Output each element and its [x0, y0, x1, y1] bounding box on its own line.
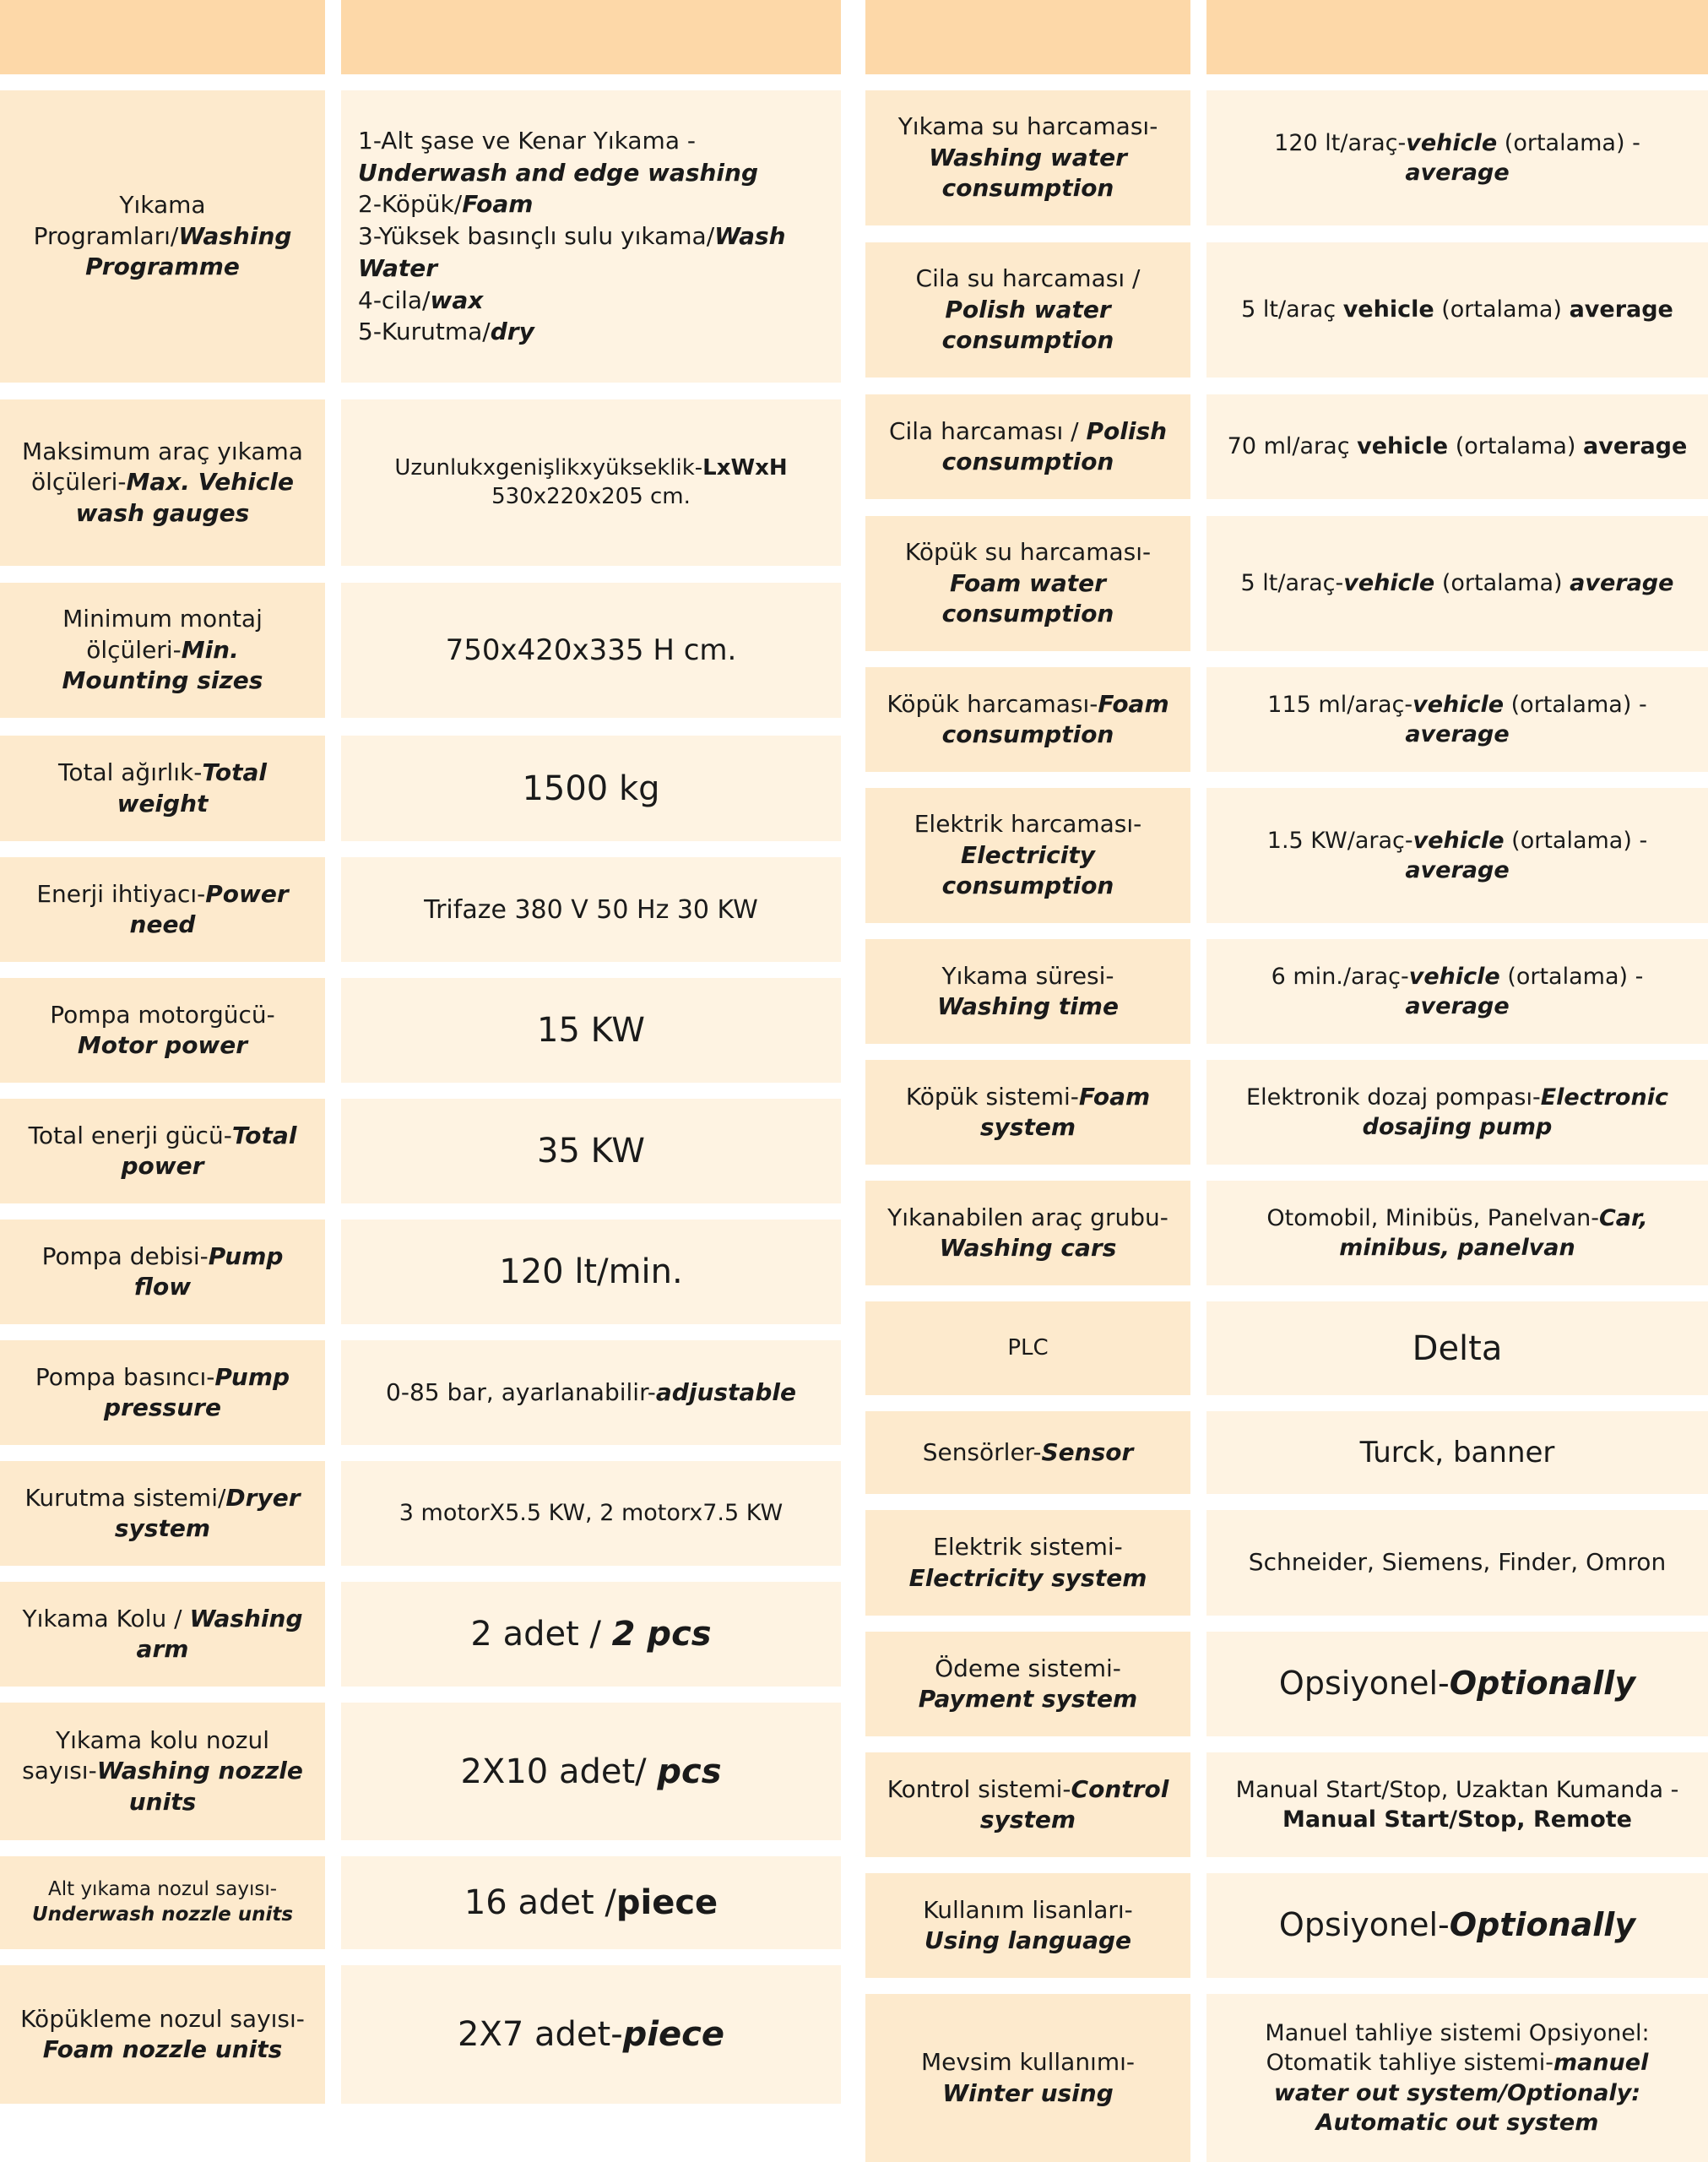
left-label-pump-flow: Pompa debisi-Pump flow: [0, 1220, 325, 1324]
right-value-foam-water: 5 lt/araç-vehicle (ortalama) average: [1206, 516, 1708, 651]
left-label-underwash-nozzle-units: Alt yıkama nozul sayısı- Underwash nozzle units: [0, 1856, 325, 1949]
right-value-using-language: Opsiyonel-Optionally: [1206, 1873, 1708, 1978]
right-value-washing-water: 120 lt/araç-vehicle (ortalama) - average: [1206, 90, 1708, 225]
left-label-max-wash-gauges: Maksimum araç yıkama ölçüleri-Max. Vehicle wash gauges: [0, 399, 325, 566]
left-label-total-weight: Total ağırlık-Total weight: [0, 736, 325, 841]
left-label-power-need: Enerji ihtiyacı-Power need: [0, 857, 325, 962]
right-label-foam-consumption: Köpük harcaması-Foam consumption: [865, 667, 1190, 772]
header-strip-3: [865, 0, 1190, 74]
header-strip-1: [0, 0, 325, 74]
right-label-electricity-system: Elektrik sistemi- Electricity system: [865, 1510, 1190, 1616]
right-value-polish-water: 5 lt/araç vehicle (ortalama) average: [1206, 242, 1708, 378]
left-value-pump-flow: 120 lt/min.: [341, 1220, 841, 1324]
right-label-plc: PLC: [865, 1301, 1190, 1395]
left-value-total-weight: 1500 kg: [341, 736, 841, 841]
right-value-electricity-system: Schneider, Siemens, Finder, Omron: [1206, 1510, 1708, 1616]
right-label-polish-water: Cila su harcaması / Polish water consumption: [865, 242, 1190, 378]
right-value-sensor: Turck, banner: [1206, 1411, 1708, 1494]
left-label-min-mounting: Minimum montaj ölçüleri-Min. Mounting sizes: [0, 583, 325, 718]
header-strip-2: [341, 0, 841, 74]
left-value-washing-nozzle-units: 2X10 adet/ pcs: [341, 1703, 841, 1840]
left-value-pump-pressure: 0-85 bar, ayarlanabilir-adjustable: [341, 1340, 841, 1445]
right-value-control-system: Manual Start/Stop, Uzaktan Kumanda - Manual Start/Stop, Remote: [1206, 1752, 1708, 1857]
left-value-motor-power: 15 KW: [341, 978, 841, 1083]
right-value-payment-system: Opsiyonel-Optionally: [1206, 1632, 1708, 1736]
left-value-foam-nozzle-units: 2X7 adet-piece: [341, 1965, 841, 2104]
right-label-washing-time: Yıkama süresi-Washing time: [865, 939, 1190, 1044]
right-label-using-language: Kullanım lisanları- Using language: [865, 1873, 1190, 1978]
right-label-washing-cars: Yıkanabilen araç grubu-Washing cars: [865, 1181, 1190, 1285]
right-label-control-system: Kontrol sistemi-Control system: [865, 1752, 1190, 1857]
right-label-winter-using: Mevsim kullanımı- Winter using: [865, 1994, 1190, 2162]
header-strip-4: [1206, 0, 1708, 74]
right-label-sensor: Sensörler-Sensor: [865, 1411, 1190, 1494]
right-value-electricity-consumption: 1.5 KW/araç-vehicle (ortalama) - average: [1206, 788, 1708, 923]
left-label-motor-power: Pompa motorgücü-Motor power: [0, 978, 325, 1083]
left-value-dryer-system: 3 motorX5.5 KW, 2 motorx7.5 KW: [341, 1461, 841, 1566]
right-value-winter-using: Manuel tahliye sistemi Opsiyonel: Otomatik tahliye sistemi-manuel water out system/Optionaly: Automatic out system: [1206, 1994, 1708, 2162]
left-value-max-wash-gauges: Uzunlukxgenişlikxyükseklik-LxWxH 530x220x205 cm.: [341, 399, 841, 566]
left-label-washing-programme: Yıkama Programları/Washing Programme: [0, 90, 325, 383]
right-value-washing-time: 6 min./araç-vehicle (ortalama) - average: [1206, 939, 1708, 1044]
left-label-washing-nozzle-units: Yıkama kolu nozul sayısı-Washing nozzle units: [0, 1703, 325, 1840]
left-label-pump-pressure: Pompa basıncı-Pump pressure: [0, 1340, 325, 1445]
left-label-dryer-system: Kurutma sistemi/Dryer system: [0, 1461, 325, 1566]
left-value-power-need: Trifaze 380 V 50 Hz 30 KW: [341, 857, 841, 962]
left-label-total-power: Total enerji gücü-Total power: [0, 1099, 325, 1203]
right-label-electricity-consumption: Elektrik harcaması- Electricity consumption: [865, 788, 1190, 923]
left-value-min-mounting: 750x420x335 H cm.: [341, 583, 841, 718]
right-label-foam-system: Köpük sistemi-Foam system: [865, 1060, 1190, 1165]
left-value-washing-programme: 1-Alt şase ve Kenar Yıkama - Underwash and edge washing 2-Köpük/Foam 3-Yüksek basınçlı sulu yıkama/Wash Water 4-cila/wax 5-Kurutma/dry: [341, 90, 841, 383]
right-value-foam-system: Elektronik dozaj pompası-Electronic dosajing pump: [1206, 1060, 1708, 1165]
right-value-washing-cars: Otomobil, Minibüs, Panelvan-Car, minibus, panelvan: [1206, 1181, 1708, 1285]
right-label-foam-water: Köpük su harcaması- Foam water consumption: [865, 516, 1190, 651]
right-value-polish-consumption: 70 ml/araç vehicle (ortalama) average: [1206, 394, 1708, 499]
right-value-plc: Delta: [1206, 1301, 1708, 1395]
left-label-foam-nozzle-units: Köpükleme nozul sayısı-Foam nozzle units: [0, 1965, 325, 2104]
left-value-total-power: 35 KW: [341, 1099, 841, 1203]
right-label-payment-system: Ödeme sistemi- Payment system: [865, 1632, 1190, 1736]
right-label-polish-consumption: Cila harcaması / Polish consumption: [865, 394, 1190, 499]
right-value-foam-consumption: 115 ml/araç-vehicle (ortalama) - average: [1206, 667, 1708, 772]
left-value-washing-arm: 2 adet / 2 pcs: [341, 1582, 841, 1687]
left-value-underwash-nozzle-units: 16 adet /piece: [341, 1856, 841, 1949]
left-label-washing-arm: Yıkama Kolu / Washing arm: [0, 1582, 325, 1687]
right-label-washing-water: Yıkama su harcaması- Washing water consumption: [865, 90, 1190, 225]
